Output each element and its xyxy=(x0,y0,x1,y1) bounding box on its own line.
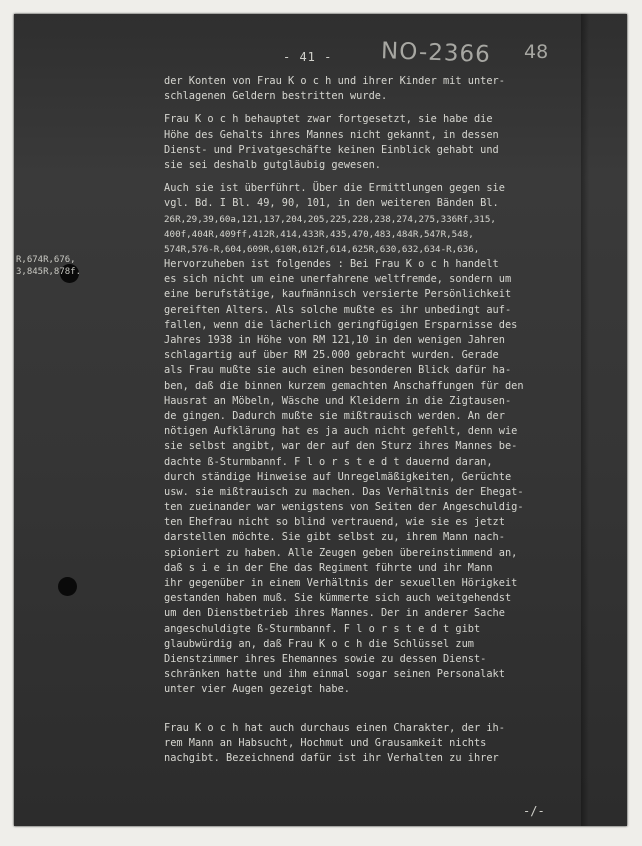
text-line: rem Mann an Habsucht, Hochmut und Grausamkeit nichts xyxy=(164,736,487,749)
paragraph-character xyxy=(164,721,584,767)
text-line: fallen, wenn die lächerlich geringfügigen Ersparnisse des xyxy=(164,318,518,331)
text-line: schlagenen Geldern bestritten wurde. xyxy=(164,90,388,103)
text-line: ben, daß die binnen kurzem gemachten Anschaffungen für den xyxy=(164,379,524,392)
text-line: nötigen Aufklärung hat es ja auch nicht gefehlt, denn wie xyxy=(164,425,518,438)
text-line: als Frau mußte sie auch einen besonderen Blick dafür ha- xyxy=(164,364,512,377)
margin-note-line: R,674R,676, xyxy=(16,255,76,265)
paragraph-evidence xyxy=(164,181,584,713)
text-line: gestanden haben muß. Sie kümmerte sich auch weitgehendst xyxy=(164,592,512,605)
text-line: sie sei deshalb gutgläubig gewesen. xyxy=(164,158,381,171)
margin-note-line: 3,845R,878f. xyxy=(16,267,82,277)
paragraph-continuation xyxy=(164,74,584,104)
text-line: Dienstzimmer ihres Ehemannes sowie zu dessen Dienst- xyxy=(164,652,487,665)
paragraph-claim xyxy=(164,112,584,173)
text-line: ihr gegenüber in einem Verhältnis der sexuellen Hörigkeit xyxy=(164,577,518,589)
margin-note xyxy=(16,254,156,278)
text-line: de gingen. Dadurch mußte sie mißtrauisch werden. An der xyxy=(164,409,505,422)
text-line: eine berufstätige, kaufmännisch versierte Persönlichkeit xyxy=(164,288,512,301)
text-line: daß s i e in der Ehe das Regiment führte und ihr Mann xyxy=(164,561,493,574)
text-line: es sich nicht um eine unerfahrene weltfremde, sondern um xyxy=(164,273,512,286)
text-line: Dienst- und Privatgeschäfte keinen Einblick gehabt und xyxy=(164,143,499,156)
text-line: ten zueinander war wenigstens von Seiten der Angeschuldig- xyxy=(164,501,524,514)
text-line-references: 26R,29,39,60a,121,137,204,205,225,228,238,274,275,336Rf,315, xyxy=(164,213,496,225)
text-line: Hausrat an Möbeln, Wäsche und Kleidern in die Zigtausen- xyxy=(164,394,512,407)
text-line: um den Dienstbetrieb ihres Mannes. Der in anderer Sache xyxy=(164,607,505,620)
page-number: - 41 - xyxy=(283,50,333,64)
text-line: dachte ß-Sturmbannf. F l o r s t e d t dauernd daran, xyxy=(164,455,493,468)
text-line: Auch sie ist überführt. Über die Ermittlungen gegen sie xyxy=(164,182,505,195)
text-line: Frau K o c h hat auch durchaus einen Charakter, der ih- xyxy=(164,721,505,734)
document-body xyxy=(164,74,584,766)
text-line: schlagartig auf über RM 25.000 gebracht wurden. Gerade xyxy=(164,349,499,362)
archive-stamp: NO-2366 xyxy=(380,38,492,68)
text-line: sie selbst angibt, war der auf den Sturz ihres Mannes be- xyxy=(164,440,518,453)
text-line: nachgibt. Bezeichnend dafür ist ihr Verhalten zu ihrer xyxy=(164,752,499,765)
text-line: unter vier Augen gezeigt habe. xyxy=(164,683,350,696)
text-line: darstellen möchte. Sie gibt selbst zu, ihrem Mann nach- xyxy=(164,531,505,544)
text-line: usw. sie mißtrauisch zu machen. Das Verhältnis der Ehegat- xyxy=(164,485,524,498)
text-line: Hervorzuheben ist folgendes : Bei Frau K o c h handelt xyxy=(164,258,499,271)
text-line: vgl. Bd. I Bl. 49, 90, 101, in den weiteren Bänden Bl. xyxy=(164,197,499,210)
text-line xyxy=(164,698,584,713)
punch-hole-bottom xyxy=(58,577,77,596)
text-line-references: 400f,404R,409ff,412R,414,433R,435,470,483,484R,547R,548, xyxy=(164,228,474,240)
text-line: Jahres 1938 in Höhe von RM 121,10 in den wenigen Jahren xyxy=(164,334,505,346)
text-line: durch ständige Hinweise auf Unregelmäßigkeiten, Gerüchte xyxy=(164,470,512,483)
text-line: spioniert zu haben. Alle Zeugen geben übereinstimmend an, xyxy=(164,546,518,559)
continuation-mark: -/- xyxy=(523,804,545,818)
text-line: schränken hatte und ihm einmal sogar seinen Personalakt xyxy=(164,668,505,681)
text-line: der Konten von Frau K o c h und ihrer Kinder mit unter- xyxy=(164,75,505,87)
text-line: ten Ehefrau nicht so blind vertrauend, wie sie es jetzt xyxy=(164,516,505,529)
text-line: Frau K o c h behauptet zwar fortgesetzt, sie habe die xyxy=(164,113,493,126)
text-line: Höhe des Gehalts ihres Mannes nicht gekannt, in dessen xyxy=(164,128,499,141)
text-line-references: 574R,576-R,604,609R,610R,612f,614,625R,630,632,634-R,636, xyxy=(164,243,480,255)
text-line: glaubwürdig an, daß Frau K o c h die Schlüssel zum xyxy=(164,637,474,650)
text-line: gereiften Alters. Als solche mußte es ihr unbedingt auf- xyxy=(164,303,512,316)
folio-number: 48 xyxy=(524,41,549,63)
text-line: angeschuldigte ß-Sturmbannf. F l o r s t e d t gibt xyxy=(164,622,481,635)
